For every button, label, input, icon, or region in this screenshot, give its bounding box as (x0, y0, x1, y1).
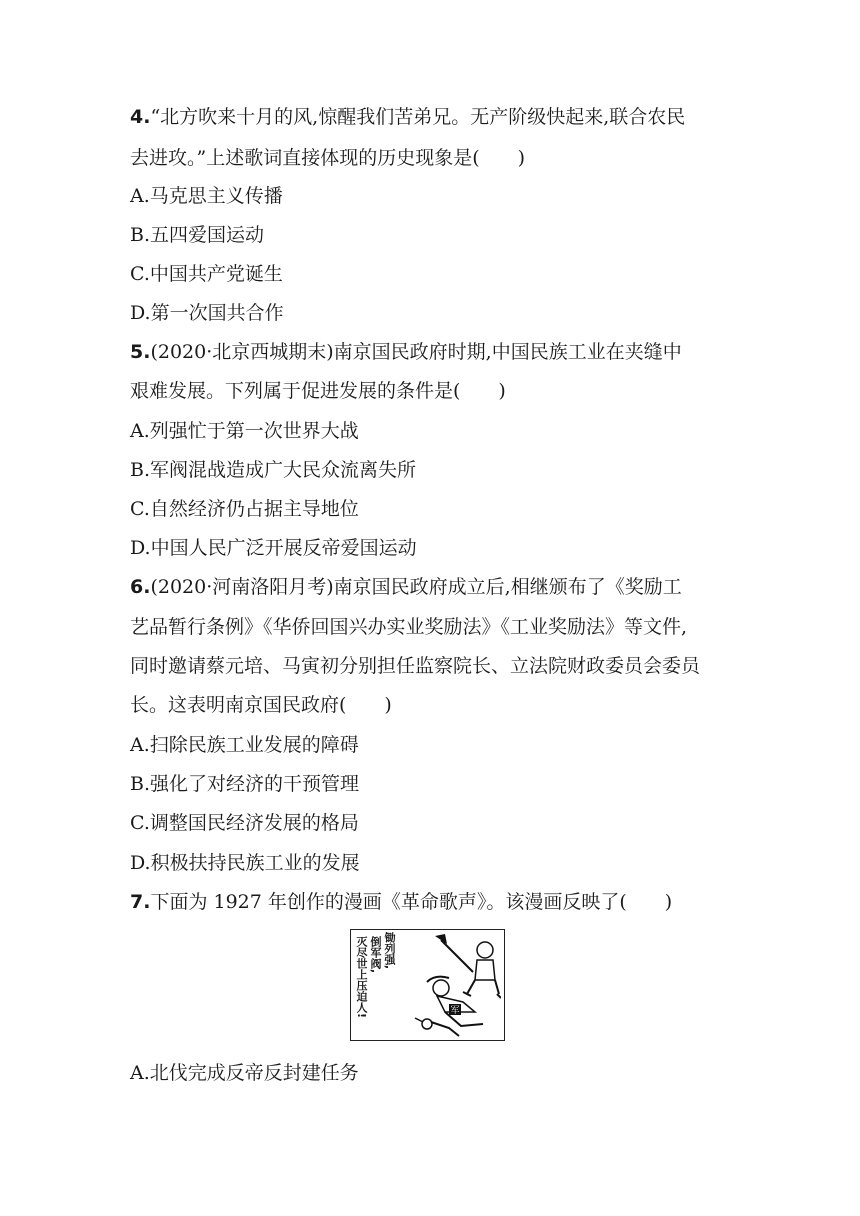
cartoon-caption-column-1: 锄列强, (383, 932, 396, 970)
question-6-option-a[interactable]: A.扫除民族工业发展的障碍 (130, 734, 359, 756)
question-number: 4. (130, 106, 151, 128)
question-5-option-b[interactable]: B.军阀混战造成广大民众流离失所 (130, 459, 417, 481)
question-5-stem-line-1: 5.(2020·北京西城期末)南京国民政府时期,中国民族工业在夹缝中 (130, 341, 682, 363)
revolution-song-cartoon (350, 929, 505, 1041)
cartoon-caption-column-2: 倒军阀, (369, 936, 382, 974)
question-6-stem-line-4: 长。这表明南京国民政府( ) (130, 694, 392, 716)
question-5-option-d[interactable]: D.中国人民广泛开展反帝爱国运动 (130, 537, 417, 559)
question-6-option-d[interactable]: D.积极扶持民族工业的发展 (130, 852, 360, 874)
question-6-stem-line-3: 同时邀请蔡元培、马寅初分别担任监察院长、立法院财政委员会委员 (130, 655, 701, 677)
question-number: 6. (130, 576, 151, 598)
question-5-option-a[interactable]: A.列强忙于第一次世界大战 (130, 420, 359, 442)
question-number: 7. (130, 891, 151, 913)
question-4-option-c[interactable]: C.中国共产党诞生 (130, 263, 283, 285)
question-7-option-a[interactable]: A.北伐完成反帝反封建任务 (130, 1062, 359, 1084)
question-4-stem-line-2: 去进攻。”上述歌词直接体现的历史现象是( ) (130, 147, 526, 169)
question-5-stem-line-2: 艰难发展。下列属于促进发展的条件是( ) (130, 380, 506, 402)
question-6-stem-line-1: 6.(2020·河南洛阳月考)南京国民政府成立后,相继颁布了《奖励工 (130, 576, 682, 598)
question-6-option-b[interactable]: B.强化了对经济的干预管理 (130, 773, 360, 795)
question-7-stem-line-1: 7.下面为 1927 年创作的漫画《革命歌声》。该漫画反映了( ) (130, 891, 673, 913)
question-6-stem-line-2: 艺品暂行条例》《华侨回国兴办实业奖励法》《工业奖励法》等文件, (130, 616, 688, 638)
cartoon-caption-column-3: 灭尽世上压迫人! (355, 936, 368, 1019)
question-4-option-a[interactable]: A.马克思主义传播 (130, 185, 283, 207)
question-4-option-d[interactable]: D.第一次国共合作 (130, 302, 284, 324)
question-5-option-c[interactable]: C.自然经济仍占据主导地位 (130, 498, 359, 520)
question-4-stem-line-1: 4.“北方吹来十月的风,惊醒我们苦弟兄。无产阶级快起来,联合农民 (130, 106, 686, 128)
cartoon-drawing (401, 932, 501, 1040)
question-4-option-b[interactable]: B.五四爱国运动 (130, 224, 265, 246)
question-6-option-c[interactable]: C.调整国民经济发展的格局 (130, 812, 359, 834)
question-number: 5. (130, 341, 151, 363)
cartoon-badge: 军 (450, 1006, 460, 1016)
